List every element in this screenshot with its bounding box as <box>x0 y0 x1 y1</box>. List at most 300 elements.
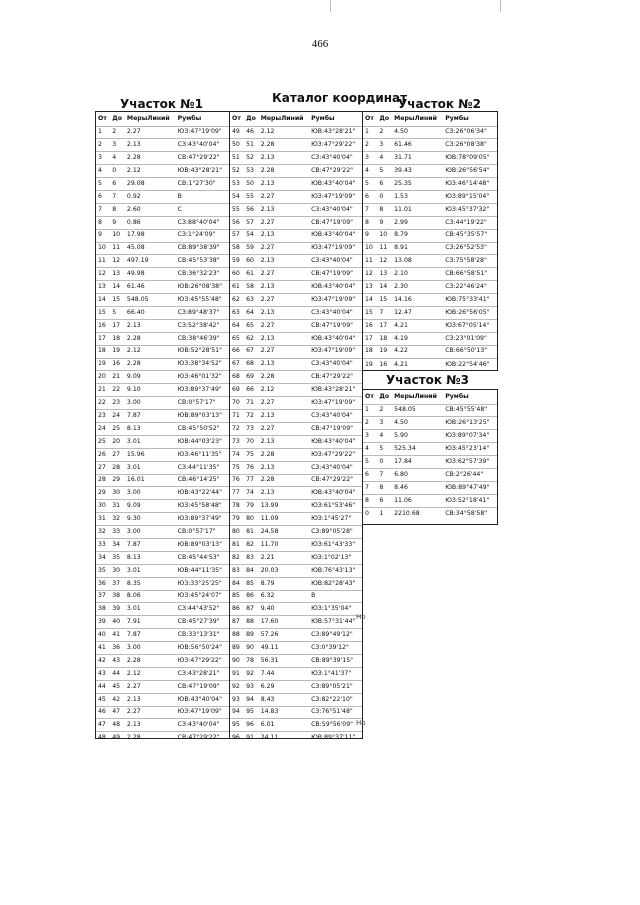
from-cell: 52 <box>232 167 240 175</box>
table-row <box>230 564 362 577</box>
length-cell: 11.70 <box>260 540 279 548</box>
from-cell: 94 <box>232 708 240 716</box>
table-row <box>230 203 362 216</box>
to-cell: 20 <box>112 437 121 445</box>
to-cell: 79 <box>246 502 254 510</box>
length-cell: 17.60 <box>260 618 279 626</box>
col-from-header: От <box>98 114 107 122</box>
from-cell: 95 <box>232 721 240 729</box>
section1-table-box <box>95 111 363 742</box>
from-cell: 2 <box>98 141 102 149</box>
to-cell: 55 <box>246 192 254 200</box>
to-cell: 6 <box>379 179 384 187</box>
to-cell: 27 <box>112 450 121 458</box>
table-header-row <box>230 112 362 126</box>
to-cell: 1 <box>379 509 384 517</box>
table-row <box>96 435 229 448</box>
table-row <box>230 461 362 474</box>
bearing-cell: ЮВ:26°56'05" <box>445 308 490 316</box>
to-cell: 77 <box>246 476 254 484</box>
length-cell: 9.30 <box>126 515 141 523</box>
to-cell: 76 <box>246 463 254 471</box>
to-cell: 59 <box>246 244 254 252</box>
length-cell: 4.21 <box>394 321 408 329</box>
from-cell: 7 <box>98 205 102 213</box>
from-cell: 88 <box>232 631 240 639</box>
from-cell: 16 <box>365 321 373 329</box>
bearing-cell: ЮВ:56°50'24" <box>177 643 222 651</box>
from-cell: 33 <box>98 540 106 548</box>
to-cell: 6 <box>379 496 384 504</box>
length-cell: 2.27 <box>260 424 275 432</box>
from-cell: 3 <box>365 432 369 440</box>
col-from-header: От <box>365 392 374 400</box>
to-cell: 10 <box>379 231 388 239</box>
from-cell: 19 <box>365 360 373 368</box>
from-cell: 3 <box>98 154 102 162</box>
from-cell: 5 <box>365 179 369 187</box>
from-cell: 32 <box>98 527 106 535</box>
to-cell: 60 <box>246 257 254 265</box>
from-cell: 66 <box>232 347 240 355</box>
from-cell: 16 <box>98 321 106 329</box>
col-lengths-header: МерыЛиний <box>394 114 437 122</box>
table-row <box>230 474 362 487</box>
table-row <box>96 371 229 384</box>
length-cell: 17.98 <box>126 231 145 239</box>
to-cell: 14 <box>379 283 388 291</box>
bearing-cell: СЗ:43°40'04" <box>311 463 353 471</box>
bearing-cell: ЮЗ:47°19'09" <box>311 192 356 200</box>
table-row <box>96 332 229 345</box>
length-cell: 8.91 <box>394 244 408 252</box>
table-row <box>230 332 362 345</box>
bearing-cell: ЮЗ:47°19'09" <box>311 244 356 252</box>
length-cell: 2.12 <box>260 128 275 136</box>
to-cell: 81 <box>246 527 254 535</box>
to-cell: 3 <box>379 141 384 149</box>
from-cell: 7 <box>365 205 369 213</box>
col-to-header: До <box>379 114 390 122</box>
length-cell: 6.80 <box>394 470 408 478</box>
binding-mark <box>330 0 331 12</box>
to-cell: 52 <box>246 154 254 162</box>
length-cell: 61.46 <box>394 141 412 149</box>
table-row <box>230 281 362 294</box>
table-row <box>230 410 362 423</box>
bearing-cell: ЮЗ:89°37'49" <box>177 386 222 394</box>
from-cell: 28 <box>98 476 106 484</box>
to-cell: 62 <box>246 334 254 342</box>
table-row <box>230 629 362 642</box>
table-row <box>230 577 362 590</box>
bearing-cell: ЮЗ:47°29'22" <box>177 656 222 664</box>
bearing-cell: СВ:45°50'52" <box>177 424 220 432</box>
to-cell: 54 <box>246 231 254 239</box>
bearing-cell: ЮВ:43°40'04" <box>177 695 222 703</box>
length-cell: 57.26 <box>260 631 279 639</box>
table-row <box>96 526 229 539</box>
from-cell: 2 <box>365 141 369 149</box>
table-row <box>96 229 229 242</box>
to-cell: 63 <box>246 295 254 303</box>
length-cell: 2.27 <box>126 128 141 136</box>
bearing-cell: ЮЗ:62°57'39" <box>445 457 490 465</box>
from-cell: 11 <box>365 257 373 265</box>
bearing-cell: ЮВ:26°56'54" <box>445 167 490 175</box>
length-cell: 2.13 <box>260 463 275 471</box>
from-cell: 6 <box>365 470 369 478</box>
table-row <box>96 203 229 216</box>
to-cell: 41 <box>112 631 121 639</box>
from-cell: 60 <box>232 270 240 278</box>
to-cell: 87 <box>246 605 254 613</box>
bearing-cell: ЮВ:89°47'49" <box>445 483 490 491</box>
to-cell: 21 <box>112 373 121 381</box>
from-cell: 4 <box>365 167 369 175</box>
from-cell: 92 <box>232 682 240 690</box>
length-cell: 8.13 <box>126 553 141 561</box>
bearing-cell: ЮВ:43°40'04" <box>311 437 356 445</box>
bearing-cell: СВ:0°57'17" <box>177 399 216 407</box>
to-cell: 83 <box>246 553 254 561</box>
table-row <box>230 693 362 706</box>
to-cell: 32 <box>112 515 121 523</box>
to-cell: 23 <box>112 399 121 407</box>
bearing-cell: ЮВ:52°28'51" <box>177 347 222 355</box>
to-cell: 95 <box>246 708 254 716</box>
length-cell: 9.09 <box>126 502 141 510</box>
table-row <box>96 422 229 435</box>
length-cell: 7.91 <box>126 618 141 626</box>
length-cell: 2.28 <box>126 334 141 342</box>
from-cell: 68 <box>232 373 240 381</box>
table-row <box>96 384 229 397</box>
from-cell: 14 <box>98 295 106 303</box>
length-cell: 3.00 <box>126 643 141 651</box>
to-cell: 5 <box>112 308 117 316</box>
bearing-cell: ЮВ:89°03'13" <box>177 540 222 548</box>
table-row <box>230 319 362 332</box>
table-row <box>230 487 362 500</box>
margin-mark: Но <box>356 613 366 621</box>
table-row <box>96 706 229 719</box>
table-row <box>363 494 497 507</box>
to-cell: 78 <box>246 656 254 664</box>
from-cell: 56 <box>232 218 240 226</box>
from-cell: 1 <box>365 128 369 136</box>
from-cell: 85 <box>232 592 240 600</box>
bearing-cell: ЮВ:22°54'46" <box>445 360 490 368</box>
to-cell: 10 <box>112 231 121 239</box>
length-cell: 2.13 <box>260 360 275 368</box>
to-cell: 36 <box>112 643 121 651</box>
bearing-cell: ЮЗ:46°01'32" <box>177 373 222 381</box>
bearing-cell: СЗ:89°05'21" <box>311 682 353 690</box>
bearing-cell: ЮЗ:1°35'04" <box>311 605 352 613</box>
table-row <box>96 513 229 526</box>
from-cell: 10 <box>365 244 373 252</box>
bearing-cell: СЗ:43°40'04" <box>311 154 353 162</box>
table-header-row <box>363 112 497 126</box>
table-row <box>96 655 229 668</box>
bearing-cell: СЗ:0°39'12" <box>311 643 349 651</box>
table-row <box>363 507 497 520</box>
from-cell: 55 <box>232 205 240 213</box>
to-cell: 86 <box>246 592 254 600</box>
from-cell: 13 <box>98 283 106 291</box>
bearing-cell: ЮЗ:1°02'13" <box>311 553 352 561</box>
bearing-cell: СЗ:26°52'53" <box>445 244 487 252</box>
length-cell: 24.58 <box>260 527 279 535</box>
bearing-cell: ЮЗ:45°37'32" <box>445 205 490 213</box>
from-cell: 29 <box>98 489 106 497</box>
to-cell: 16 <box>379 360 388 368</box>
col-to-header: До <box>379 392 390 400</box>
table-row <box>230 190 362 203</box>
bearing-cell: ЮВ:43°40'04" <box>311 179 356 187</box>
length-cell: 8.79 <box>394 231 408 239</box>
table-row <box>230 680 362 693</box>
table-row <box>96 603 229 616</box>
bearing-cell: СЗ:43°40'04" <box>311 360 353 368</box>
length-cell: 2.28 <box>260 167 275 175</box>
length-cell: 548.05 <box>126 295 149 303</box>
bearing-cell: СВ:47°29'22" <box>311 373 354 381</box>
bearing-cell: ЮЗ:47°29'22" <box>311 141 356 149</box>
bearing-cell: ЮВ:43°40'04" <box>311 334 356 342</box>
to-cell: 8 <box>379 483 384 491</box>
to-cell: 2 <box>379 128 384 136</box>
to-cell: 80 <box>246 515 254 523</box>
bearing-cell: ЮЗ:47°19'09" <box>311 399 356 407</box>
from-cell: 96 <box>232 734 240 742</box>
to-cell: 19 <box>379 347 388 355</box>
from-cell: 27 <box>98 463 106 471</box>
table-row <box>96 319 229 332</box>
section1-table-right <box>230 112 362 745</box>
from-cell: 8 <box>98 218 102 226</box>
to-cell: 15 <box>379 295 388 303</box>
length-cell: 13.08 <box>394 257 412 265</box>
to-cell: 74 <box>246 489 254 497</box>
table-row <box>230 371 362 384</box>
from-cell: 15 <box>365 308 373 316</box>
bearing-cell: СВ:45°27'39" <box>177 618 220 626</box>
from-cell: 49 <box>232 128 240 136</box>
bearing-cell: СЗ:26°06'34" <box>445 128 487 136</box>
table-row <box>96 152 229 165</box>
bearing-cell: СЗ:1°24'09" <box>177 231 216 239</box>
table-row <box>363 229 497 242</box>
table-row <box>96 616 229 629</box>
length-cell: 3.00 <box>126 399 141 407</box>
length-cell: 14.16 <box>394 295 412 303</box>
to-cell: 91 <box>246 734 254 742</box>
from-cell: 76 <box>232 476 240 484</box>
length-cell: 2.13 <box>126 321 141 329</box>
table-row <box>96 539 229 552</box>
bearing-cell: ЮЗ:46°11'35" <box>177 450 222 458</box>
length-cell: 2.12 <box>126 347 141 355</box>
length-cell: 8.35 <box>126 579 141 587</box>
length-cell: 2.13 <box>260 154 275 162</box>
table-row <box>363 203 497 216</box>
from-cell: 53 <box>232 179 240 187</box>
to-cell: 68 <box>246 360 254 368</box>
table-row <box>230 165 362 178</box>
bearing-cell: С <box>177 205 182 213</box>
section1-table-left <box>96 112 229 745</box>
bearing-cell: ЮЗ:89°37'49" <box>177 515 222 523</box>
bearing-cell: В <box>311 592 316 600</box>
col-bearings-header: Румбы <box>445 392 469 400</box>
table-row <box>96 306 229 319</box>
length-cell: 25.35 <box>394 179 412 187</box>
from-cell: 19 <box>98 360 106 368</box>
bearing-cell: ЮЗ:47°19'09" <box>177 128 222 136</box>
bearing-cell: СЗ:43°40'04" <box>177 141 220 149</box>
length-cell: 4.50 <box>394 419 408 427</box>
to-cell: 29 <box>112 476 121 484</box>
length-cell: 4.50 <box>394 128 408 136</box>
length-cell: 2.27 <box>260 270 275 278</box>
bearing-cell: СЗ:43°40'04" <box>311 308 353 316</box>
length-cell: 497.19 <box>126 257 149 265</box>
length-cell: 24.11 <box>260 734 279 742</box>
table-header-row <box>363 390 497 404</box>
to-cell: 12 <box>379 257 388 265</box>
from-cell: 82 <box>232 553 240 561</box>
from-cell: 38 <box>98 605 106 613</box>
from-cell: 91 <box>232 669 240 677</box>
table-row <box>230 435 362 448</box>
table-row <box>96 242 229 255</box>
col-to-header: До <box>246 114 256 122</box>
table-row <box>230 603 362 616</box>
length-cell: 2.13 <box>260 179 275 187</box>
from-cell: 12 <box>98 270 106 278</box>
bearing-cell: СЗ:43°40'04" <box>311 205 353 213</box>
bearing-cell: ЮЗ:38°34'52" <box>177 360 222 368</box>
col-lengths-header: МерыЛиний <box>394 392 437 400</box>
length-cell: 2.28 <box>260 373 275 381</box>
length-cell: 31.71 <box>394 154 412 162</box>
table-row <box>230 616 362 629</box>
from-cell: 80 <box>232 527 240 535</box>
to-cell: 69 <box>246 373 254 381</box>
to-cell: 4 <box>112 154 117 162</box>
length-cell: 7.87 <box>126 411 141 419</box>
table-row <box>96 564 229 577</box>
page-number: 466 <box>311 38 329 50</box>
table-row <box>96 680 229 693</box>
bearing-cell: СЗ:44°11'35" <box>177 463 220 471</box>
from-cell: 87 <box>232 618 240 626</box>
length-cell: 8.43 <box>260 695 275 703</box>
from-cell: 4 <box>98 167 102 175</box>
bearing-cell: СЗ:76°51'48" <box>311 708 353 716</box>
bearing-cell: ЮЗ:61°43'33" <box>311 540 356 548</box>
section3-table <box>363 390 497 520</box>
length-cell: 45.08 <box>126 244 145 252</box>
to-cell: 43 <box>112 656 121 664</box>
length-cell: 2.27 <box>260 244 275 252</box>
bearing-cell: СВ:34°58'58" <box>445 509 488 517</box>
to-cell: 7 <box>379 308 384 316</box>
bearing-cell: СВ:38°46'39" <box>177 334 220 342</box>
from-cell: 1 <box>365 406 369 414</box>
bearing-cell: ЮЗ:89°07'34" <box>445 432 490 440</box>
to-cell: 42 <box>112 695 121 703</box>
bearing-cell: СЗ:43°40'04" <box>177 721 220 729</box>
bearing-cell: ЮВ:43°28'21" <box>177 167 222 175</box>
to-cell: 18 <box>112 334 121 342</box>
length-cell: 12.47 <box>394 308 412 316</box>
from-cell: 39 <box>98 618 106 626</box>
to-cell: 84 <box>246 566 254 574</box>
table-row <box>230 242 362 255</box>
section3-title: Участок №3 <box>386 373 470 387</box>
table-row <box>363 165 497 178</box>
length-cell: 2.13 <box>260 334 275 342</box>
bearing-cell: СВ:89°38'39" <box>177 244 220 252</box>
from-cell: 23 <box>98 411 106 419</box>
bearing-cell: ЮЗ:89°15'04" <box>445 192 490 200</box>
to-cell: 48 <box>112 721 121 729</box>
bearing-cell: ЮВ:43°28'21" <box>311 386 356 394</box>
to-cell: 45 <box>112 682 121 690</box>
from-cell: 0 <box>365 509 369 517</box>
bearing-cell: ЮЗ:61°53'46" <box>311 502 356 510</box>
section2-table-box <box>362 111 498 371</box>
bearing-cell: СВ:1°27'30" <box>177 179 216 187</box>
length-cell: 3.01 <box>126 605 141 613</box>
to-cell: 17 <box>112 321 121 329</box>
to-cell: 49 <box>112 734 121 742</box>
bearing-cell: ЮВ:82°28'43" <box>311 579 356 587</box>
table-row <box>230 667 362 680</box>
length-cell: 2.13 <box>126 695 141 703</box>
table-row <box>230 500 362 513</box>
to-cell: 17 <box>379 321 388 329</box>
length-cell: 2.27 <box>260 218 275 226</box>
bearing-cell: СВ:47°19'09" <box>177 682 220 690</box>
to-cell: 18 <box>379 334 388 342</box>
bearing-cell: СЗ:52°38'42" <box>177 321 220 329</box>
table-row <box>96 732 229 745</box>
col-bearings-header: Румбы <box>311 114 335 122</box>
from-cell: 15 <box>98 308 106 316</box>
table-row <box>363 481 497 494</box>
table-row <box>230 268 362 281</box>
table-row <box>96 719 229 732</box>
to-cell: 82 <box>246 540 254 548</box>
col-from-header: От <box>232 114 241 122</box>
to-cell: 61 <box>246 270 254 278</box>
from-cell: 54 <box>232 192 240 200</box>
bearing-cell: ЮВ:43°40'04" <box>311 283 356 291</box>
to-cell: 4 <box>379 154 384 162</box>
length-cell: 2.21 <box>260 553 275 561</box>
from-cell: 2 <box>365 419 369 427</box>
from-cell: 35 <box>98 566 106 574</box>
bearing-cell: ЮЗ:47°29'22" <box>311 450 356 458</box>
to-cell: 28 <box>112 463 121 471</box>
bearing-cell: ЮЗ:47°19'09" <box>311 347 356 355</box>
table-row <box>96 397 229 410</box>
to-cell: 15 <box>112 295 121 303</box>
